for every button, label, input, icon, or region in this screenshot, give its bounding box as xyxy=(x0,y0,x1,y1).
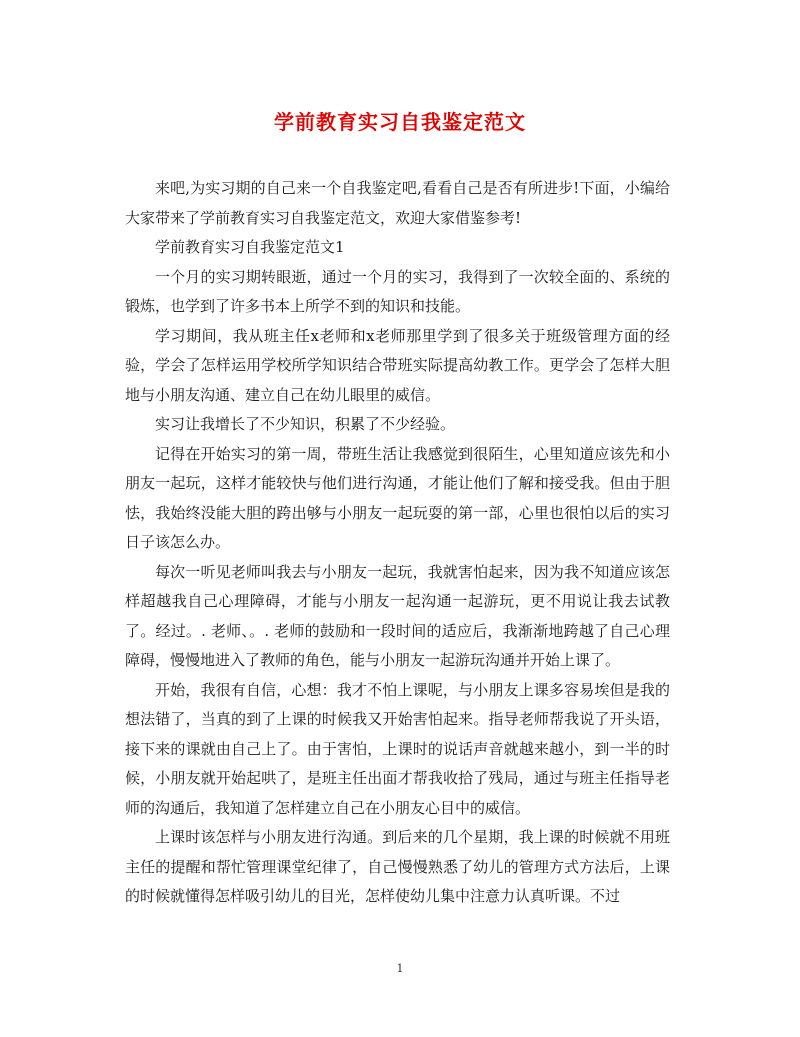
body-paragraph: 记得在开始实习的第一周，带班生活让我感觉到很陌生，心里知道应该先和小朋友一起玩，这样才能较快与他们进行沟通，才能让他们了解和接受我。但由于胆怯，我始终没能大胆的跨出够与小朋友一起玩耍的第一部，心里也很怕以后的实习日子该怎么办。 xyxy=(125,444,670,551)
page-number: 1 xyxy=(396,962,404,975)
document-title: 学前教育实习自我鉴定范文 xyxy=(274,110,526,134)
body-paragraph: 每次一听见老师叫我去与小朋友一起玩，我就害怕起来，因为我不知道应该怎样超越我自己心理障碍，才能与小朋友一起沟通一起游玩，更不用说让我去试教了。经过。. 老师、。. 老师的鼓励和一段时间的适应后，我渐渐地跨越了自己心理障碍，慢慢地进入了教师的角色，能与小朋友一起游玩沟通并开始上课了。 xyxy=(125,562,670,669)
intro-paragraph: 来吧,为实习期的自己来一个自我鉴定吧,看看自己是否有所进步!下面，小编给大家带来了学前教育实习自我鉴定范文，欢迎大家借鉴参考! xyxy=(125,179,670,227)
body-paragraph: 开始，我很有自信，心想：我才不怕上课呢，与小朋友上课多容易埃但是我的想法错了，当真的到了上课的时候我又开始害怕起来。指导老师帮我说了开头语，接下来的课就由自己上了。由于害怕，上课时的说话声音就越来越小，到一半的时候，小朋友就开始起哄了，是班主任出面才帮我收拾了残局，通过与班主任指导老师的沟通后，我知道了怎样建立自己在小朋友心目中的威信。 xyxy=(125,680,670,817)
body-paragraph: 学习期间，我从班主任x老师和x老师那里学到了很多关于班级管理方面的经验，学会了怎样运用学校所学知识结合带班实际提高幼教工作。更学会了怎样大胆地与小朋友沟通、建立自己在幼儿眼里的威信。 xyxy=(125,326,670,404)
body-paragraph: 上课时该怎样与小朋友进行沟通。到后来的几个星期，我上课的时候就不用班主任的提醒和帮忙管理课堂纪律了，自己慢慢熟悉了幼儿的管理方式方法后，上课的时候就懂得怎样吸引幼儿的目光，怎样使幼儿集中注意力认真听课。不过 xyxy=(125,828,670,905)
body-paragraph: 实习让我增长了不少知识，积累了不少经验。 xyxy=(155,415,456,433)
document-body xyxy=(125,174,670,912)
section-heading: 学前教育实习自我鉴定范文1 xyxy=(155,238,345,256)
body-paragraph: 一个月的实习期转眼逝，通过一个月的实习，我得到了一次较全面的、系统的锻炼，也学到了许多书本上所学不到的知识和技能。 xyxy=(125,267,670,315)
